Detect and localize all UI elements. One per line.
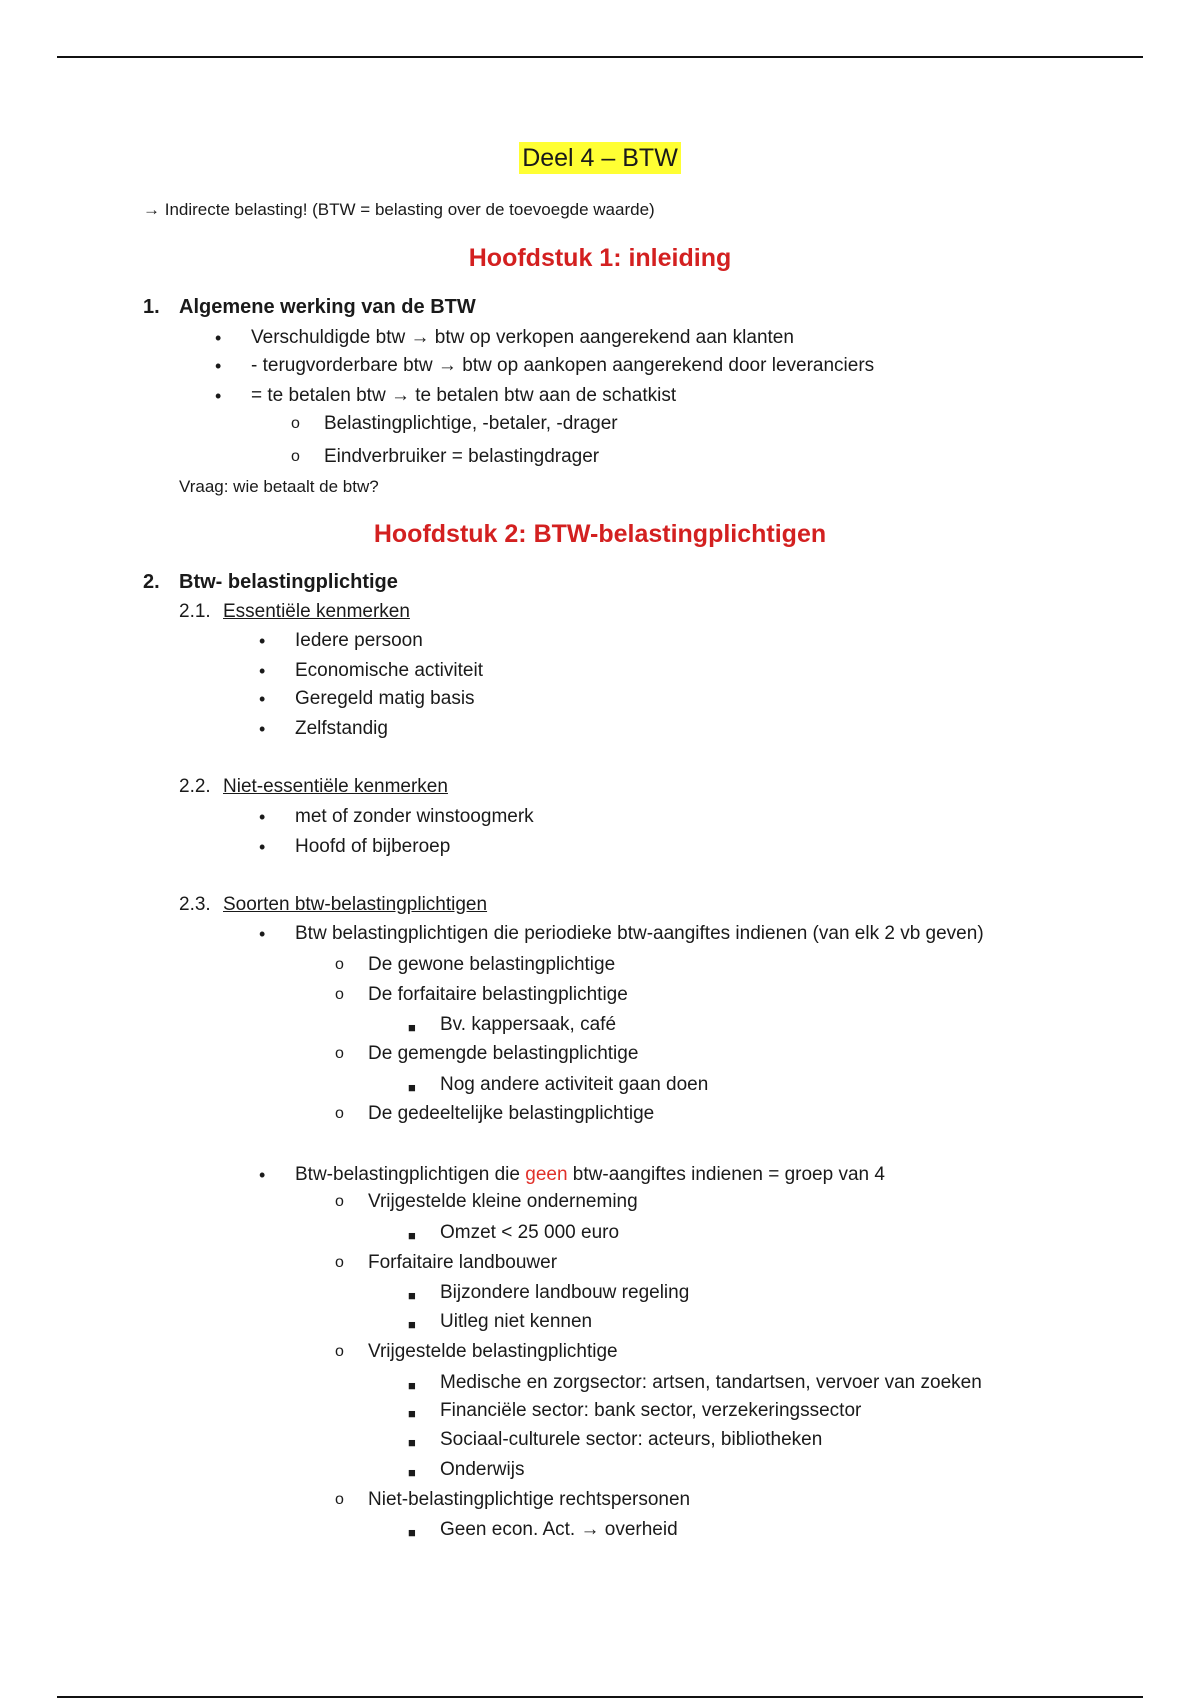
list-item: ■ Omzet < 25 000 euro	[440, 1221, 619, 1245]
list-item: ■ Uitleg niet kennen	[440, 1310, 592, 1334]
list-item: • Zelfstandig	[259, 718, 388, 739]
list-item: o Forfaitaire landbouwer	[335, 1252, 558, 1273]
square-bullet-icon: ■	[408, 1228, 416, 1243]
bullet-icon: •	[215, 386, 222, 406]
square-bullet-icon: ■	[408, 1288, 416, 1303]
section-2-heading: 2. Btw- belastingplichtige	[143, 571, 398, 593]
bullet-icon: •	[259, 689, 266, 709]
list-item: ■ Financiële sector: bank sector, verzekeringssector	[440, 1399, 861, 1423]
list-item: ■ Geen econ. Act. → overheid	[440, 1518, 678, 1542]
circle-bullet-icon: o	[335, 1045, 344, 1062]
list-item: ■ Bv. kappersaak, café	[440, 1013, 616, 1037]
circle-bullet-icon: o	[335, 1193, 344, 1210]
subsection-2-2-heading: 2.2. Niet-essentiële kenmerken	[179, 776, 448, 797]
square-bullet-icon: ■	[408, 1465, 416, 1480]
list-item: • = te betalen btw → te betalen btw aan de schatkist	[215, 385, 677, 406]
list-item: • Btw-belastingplichtigen die geen btw-aangiftes indienen = groep van 4	[259, 1164, 885, 1185]
top-rule	[57, 56, 1143, 58]
square-bullet-icon: ■	[408, 1378, 416, 1393]
circle-bullet-icon: o	[335, 1105, 344, 1122]
document-title: Deel 4 – BTW	[0, 144, 1200, 173]
circle-bullet-icon: o	[335, 986, 344, 1003]
list-item: o Vrijgestelde kleine onderneming	[335, 1191, 638, 1212]
square-bullet-icon: ■	[408, 1525, 416, 1540]
list-item: • Iedere persoon	[259, 630, 423, 651]
bullet-icon: •	[259, 719, 266, 739]
bullet-icon: •	[215, 356, 222, 376]
list-item: o De gemengde belastingplichtige	[335, 1043, 639, 1064]
subsection-2-3-heading: 2.3. Soorten btw-belastingplichtigen	[179, 894, 488, 915]
bullet-icon: •	[259, 837, 266, 857]
bullet-icon: •	[259, 631, 266, 651]
list-item: • Economische activiteit	[259, 660, 483, 681]
bullet-icon: •	[259, 1165, 266, 1185]
bullet-icon: •	[259, 807, 266, 827]
circle-bullet-icon: o	[335, 1491, 344, 1508]
circle-bullet-icon: o	[335, 1254, 344, 1271]
intro-line: → Indirecte belasting! (BTW = belasting over de toevoegde waarde)	[143, 200, 655, 219]
list-item: o De gewone belastingplichtige	[335, 954, 616, 975]
circle-bullet-icon: o	[291, 448, 300, 465]
bullet-icon: •	[215, 328, 222, 348]
question-line: Vraag: wie betaalt de btw?	[179, 477, 379, 496]
list-item: o De forfaitaire belastingplichtige	[335, 984, 628, 1005]
chapter-1-heading: Hoofdstuk 1: inleiding	[468, 244, 732, 272]
list-item: o De gedeeltelijke belastingplichtige	[335, 1103, 655, 1124]
list-item: ■ Medische en zorgsector: artsen, tandartsen, vervoer van zoeken	[440, 1371, 982, 1395]
list-item: o Eindverbruiker = belastingdrager	[291, 446, 600, 467]
square-bullet-icon: ■	[408, 1435, 416, 1450]
list-item: o Belastingplichtige, -betaler, -drager	[291, 413, 618, 434]
circle-bullet-icon: o	[335, 1343, 344, 1360]
square-bullet-icon: ■	[408, 1020, 416, 1035]
section-1-heading: 1. Algemene werking van de BTW	[143, 296, 476, 318]
list-item: ■ Bijzondere landbouw regeling	[440, 1281, 689, 1305]
bullet-icon: •	[259, 661, 266, 681]
list-item: • met of zonder winstoogmerk	[259, 806, 534, 827]
list-item: • Verschuldigde btw → btw op verkopen aangerekend aan klanten	[215, 327, 794, 348]
circle-bullet-icon: o	[291, 415, 300, 432]
list-item: • Hoofd of bijberoep	[259, 836, 451, 857]
square-bullet-icon: ■	[408, 1080, 416, 1095]
subsection-2-1-heading: 2.1. Essentiële kenmerken	[179, 601, 410, 622]
list-item: • - terugvorderbare btw → btw op aankopen aangerekend door leveranciers	[215, 355, 875, 376]
list-item: o Niet-belastingplichtige rechtspersonen	[335, 1489, 691, 1510]
list-item: • Geregeld matig basis	[259, 688, 475, 709]
list-item: o Vrijgestelde belastingplichtige	[335, 1341, 618, 1362]
list-item: ■ Nog andere activiteit gaan doen	[440, 1073, 708, 1097]
square-bullet-icon: ■	[408, 1317, 416, 1332]
list-item: ■ Sociaal-culturele sector: acteurs, bibliotheken	[440, 1428, 822, 1452]
bullet-icon: •	[259, 924, 266, 944]
list-item: ■ Onderwijs	[440, 1458, 524, 1482]
list-item: • Btw belastingplichtigen die periodieke btw-aangiftes indienen (van elk 2 vb geven)	[259, 923, 984, 944]
square-bullet-icon: ■	[408, 1406, 416, 1421]
bottom-rule	[57, 1696, 1143, 1698]
chapter-2-heading: Hoofdstuk 2: BTW-belastingplichtigen	[373, 520, 827, 548]
circle-bullet-icon: o	[335, 956, 344, 973]
